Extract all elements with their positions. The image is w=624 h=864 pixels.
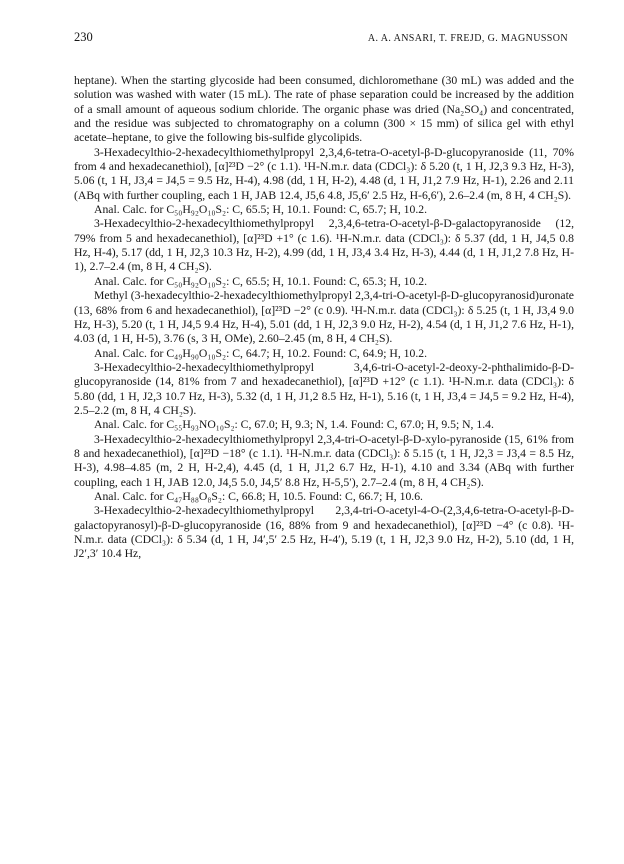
paragraph-compound-14: 3-Hexadecylthio-2-hexadecylthiomethylpropyl 3,4,6-tri-O-acetyl-2-deoxy-2-phthalimido-β-D-glucopyranoside (14, 81% from 7 and hexadecanethiol), [α]²³D +12° (c 1.1). ¹H-N.m.r. data (CDCl₃): δ 5.80 (dd, 1 H, J2,3 10.7 Hz, H-3), 5.32 (d, 1 H, J1,2 8.5 Hz, H-1), 5.16 (t, 1 H, J3,4 = J4,5 = 9.2 Hz, H-4), 2.5–2.2 (m, 8 H, 4 CH₂S). — [74, 360, 574, 417]
paragraph-compound-13: Methyl (3-hexadecylthio-2-hexadecylthiomethylpropyl 2,3,4-tri-O-acetyl-β-D-glucopyranosid)uronate (13, 68% from 6 and hexadecanethiol), [α]²³D −2° (c 0.9). ¹H-N.m.r. data (CDCl₃): δ 5.25 (t, 1 H, J3,4 9.0 Hz, H-3), 5.20 (t, 1 H, J4,5 9.4 Hz, H-4), 5.01 (dd, 1 H, J2,3 9.0 Hz, H-2), 4.54 (d, 1 H, J1,2 7.6 Hz, H-1), 4.03 (d, 1 H, H-5), 3.76 (s, 3 H, OMe), 2.60–2.45 (m, 8 H, 4 CH₂S). — [74, 289, 574, 346]
paragraph-anal-15: Anal. Calc. for C₄₇H₈₈O₈S₂: C, 66.8; H, 10.5. Found: C, 66.7; H, 10.6. — [94, 489, 423, 503]
paragraph-compound-12: 3-Hexadecylthio-2-hexadecylthiomethylpropyl 2,3,4,6-tetra-O-acetyl-β-D-galactopyranoside (12, 79% from 5 and hexadecanethiol), [α]²³D +1° (c 1.6). ¹H-N.m.r. data (CDCl₃): δ 5.37 (dd, 1 H, J4,5 0.8 Hz, H-4), 5.17 (dd, 1 H, J2,3 10.3 Hz, H-2), 4.99 (dd, 1 H, J3,4 3.4 Hz, H-3), 4.44 (d, 1 H, J1,2 7.8 Hz, H-1), 2.7–2.4 (m, 8 H, 4 CH₂S). — [74, 217, 574, 274]
paragraph-anal-13: Anal. Calc. for C₄₉H₉₀O₁₀S₂: C, 64.7; H, 10.2. Found: C, 64.9; H, 10.2. — [94, 346, 428, 360]
body-text — [74, 74, 574, 562]
paragraph-anal-12: Anal. Calc. for C₅₀H₉₂O₁₀S₂: C, 65.5; H, 10.1. Found: C, 65.3; H, 10.2. — [94, 274, 428, 288]
page-number: 230 — [74, 30, 93, 44]
paragraph-compound-15: 3-Hexadecylthio-2-hexadecylthiomethylpropyl 2,3,4-tri-O-acetyl-β-D-xylo-pyranoside (15, 61% from 8 and hexadecanethiol), [α]²³D −18° (c 1.1). ¹H-N.m.r. data (CDCl₃): δ 5.15 (t, 1 H, J2,3 = J3,4 = 8.5 Hz, H-3), 4.98–4.85 (m, 2 H, H-2,4), 4.45 (d, 1 H, J1,2 6.7 Hz, H-1), 4.10 and 3.34 (ABq with further coupling, each 1 H, JAB 12.0, J4,5 5.0, J4,5′ 8.8 Hz, H-5,5′), 2.7–2.4 (m, 8 H, 4 CH₂S). — [74, 432, 574, 489]
running-head: A. A. ANSARI, T. FREJD, G. MAGNUSSON — [367, 33, 568, 44]
paragraph-anal-11: Anal. Calc. for C₅₀H₉₂O₁₀S₂: C, 65.5; H, 10.1. Found: C, 65.7; H, 10.2. — [94, 203, 428, 217]
paragraph-procedure-end: heptane). When the starting glycoside had been consumed, dichloromethane (30 mL) was added and the solution was washed with water (15 mL). The rate of phase separation could be increased by the addition of a small amount of aqueous sodium chloride. The organic phase was dried (Na₂SO₄) and concentrated, and the residue was subjected to chromatography on a column (300 × 15 mm) of silica gel with ethyl acetate–heptane, to give the following bis-sulfide glycolipids. — [74, 74, 574, 145]
page-header — [74, 30, 574, 52]
paragraph-compound-16: 3-Hexadecylthio-2-hexadecylthiomethylpropyl 2,3,4-tri-O-acetyl-4-O-(2,3,4,6-tetra-O-acetyl-β-D-galactopyranosyl)-β-D-glucopyranoside (16, 88% from 9 and hexadecanethiol), [α]²³D −4° (c 0.8). ¹H-N.m.r. data (CDCl₃): δ 5.34 (d, 1 H, J4′,5′ 2.5 Hz, H-4′), 5.19 (t, 1 H, J2,3 9.0 Hz, H-2), 5.10 (dd, 1 H, J2′,3′ 10.4 Hz, — [74, 504, 574, 561]
paragraph-compound-11: 3-Hexadecylthio-2-hexadecylthiomethylpropyl 2,3,4,6-tetra-O-acetyl-β-D-glucopyranoside (11, 70% from 4 and hexadecanethiol), [α]²³D −2° (c 1.1). ¹H-N.m.r. data (CDCl₃): δ 5.20 (t, 1 H, J2,3 9.3 Hz, H-3), 5.06 (t, 1 H, J3,4 = J4,5 = 9.5 Hz, H-4), 4.98 (dd, 1 H, H-2), 4.48 (d, 1 H, J1,2 7.9 Hz, H-1), 2.26 and 2.11 (ABq with further coupling, each 1 H, JAB 12.4, J5,6 4.8, J5,6′ 2.5 Hz, H-6,6′), 2.6–2.4 (m, 8 H, 4 CH₂S). — [74, 145, 574, 202]
paragraph-anal-14: Anal. Calc. for C₅₅H₉₃NO₁₀S₂: C, 67.0; H, 9.3; N, 1.4. Found: C, 67.0; H, 9.5; N, 1.4. — [94, 418, 494, 432]
